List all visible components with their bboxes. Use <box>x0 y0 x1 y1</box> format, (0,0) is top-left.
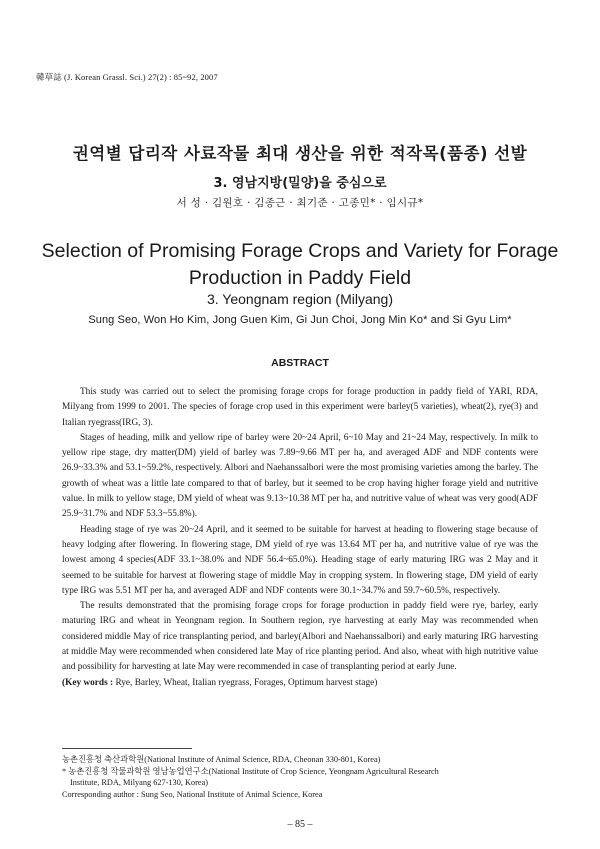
footnote-affiliation-1: 농촌진흥청 축산과학원(National Institute of Animal Science, RDA, Cheonan 330-801, Korea) <box>62 755 381 764</box>
abstract-heading: ABSTRACT <box>271 357 329 369</box>
journal-header: 韓草誌 (J. Korean Grassl. Sci.) 27(2) : 85~92, 2007 <box>36 72 218 82</box>
korean-subtitle: 3. 영남지방(밀양)을 중심으로 <box>213 176 387 191</box>
footnote-affiliation-2: * 농촌진흥청 작물과학원 영남농업연구소(National Institute of Crop Science, Yeongnam Agricultural Research <box>62 766 439 776</box>
abstract-paragraph: This study was carried out to select the promising forage crops for forage production in paddy field of YARI, RDA, Milyang from 1999 to 2001. The species of forage crop used in this experiment were barley(5 varieties), wheat(2), rye(3) and Italian ryegrass(IRG, 3). <box>62 387 538 428</box>
korean-title: 권역별 답리작 사료작물 최대 생산을 위한 적작목(품종) 선발 <box>72 144 528 163</box>
corresponding-author: Corresponding author : Sung Seo, National Institute of Animal Science, Korea <box>62 789 323 799</box>
english-subtitle: 3. Yeongnam region (Milyang) <box>206 291 393 307</box>
footnotes <box>62 754 542 800</box>
abstract-body <box>62 385 538 691</box>
footnote-affiliation-2-cont: Institute, RDA, Milyang 627-130, Korea) <box>70 778 209 788</box>
english-authors: Sung Seo, Won Ho Kim, Jong Guen Kim, Gi Jun Choi, Jong Min Ko* and Si Gyu Lim* <box>88 314 512 326</box>
abstract-paragraph: Stages of heading, milk and yellow ripe of barley were 20~24 April, 6~10 May and 21~24 May, respectively. In milk to yellow ripe stage, dry matter(DM) yield of barley was 7.89~9.66 MT per ha, and averaged ADF and NDF contents were 26.9~33.3% and 53.1~59.2%, respectively. Albori and Naehanssalbori were the most promising varieties among the barley. The growth of wheat was a little late compared to that of barley, but it seemed to be crop having higher forage yield and nutritive value. In milk to yellow stage, DM yield of wheat was 9.13~10.38 MT per ha, and nutritive value of wheat was very good(ADF 25.9~31.7% and NDF 53.3~55.8%). <box>62 432 538 520</box>
keywords <box>62 676 538 691</box>
page-number: – 85 – <box>287 819 313 830</box>
abstract-paragraph: The results demonstrated that the promising forage crops for forage production in paddy field were rye, barley, early maturing IRG and wheat in Yeongnam region. In Southern region, rye harvesting at early May was recommended when considered middle May of rice transplanting period, and barley(Albori and Naehanssalbori) and early maturing IRG harvesting at middle May were recommended when considered late May of rice planting period. And also, wheat with high nutritive value and possibility for harvesting at late May were recommended in case of transplanting period at early June. <box>62 601 538 673</box>
korean-authors: 서 성 · 김원호 · 김종근 · 최기준 · 고종민* · 임시규* <box>176 197 424 209</box>
english-title: Selection of Promising Forage Crops and Variety for Forage Production in Paddy Field <box>41 240 559 289</box>
abstract-paragraph: Heading stage of rye was 20~24 April, and it seemed to be suitable for harvest at heading to flowering stage because of heavy lodging after flowering. In flowering stage, DM yield of rye was 13.64 MT per ha, and nutritive value of rye was the lowest among 4 species(ADF 33.1~38.0% and NDF 56.4~65.0%). Heading stage of early maturing IRG was 2 May and it seemed to be suitable for harvest at flowering stage of middle May in cropping system. In flowering stage, DM yield of early type IRG was 5.51 MT per ha, and averaged ADF and NDF contents were 30.1~34.7% and 59.7~60.5%, respectively. <box>62 524 538 596</box>
footnote-rule <box>62 748 192 749</box>
keywords-text: Rye, Barley, Wheat, Italian ryegrass, Forages, Optimum harvest stage) <box>113 677 378 688</box>
keywords-label: (Key words : <box>62 677 114 688</box>
